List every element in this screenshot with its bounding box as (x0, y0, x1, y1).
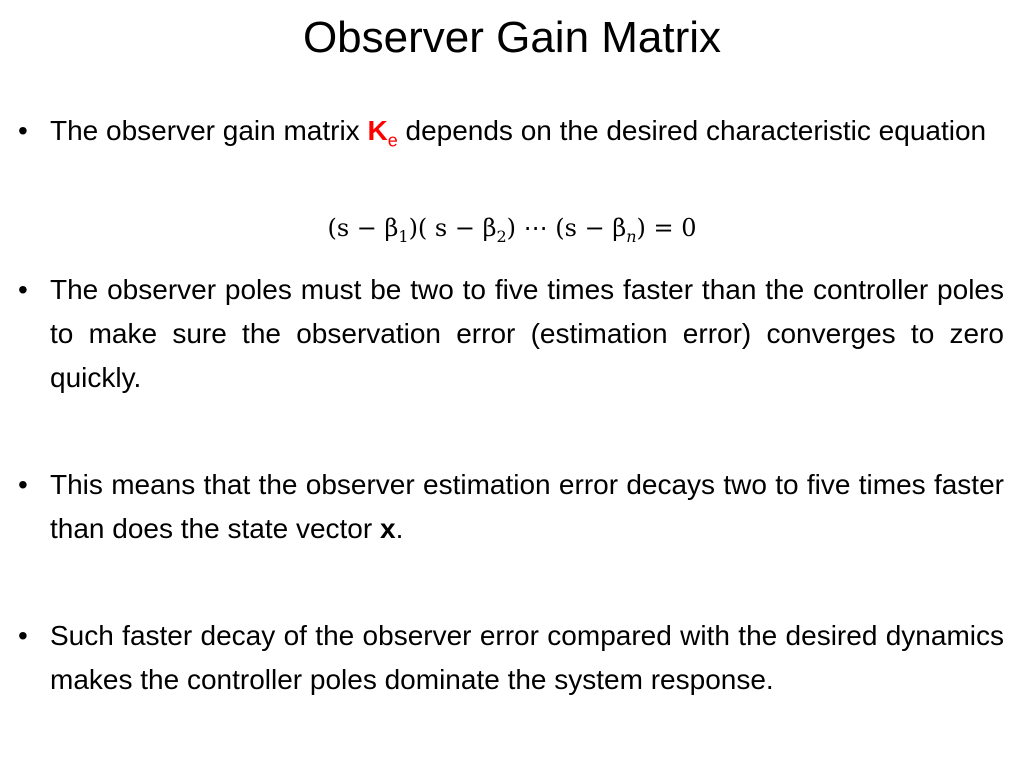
bullet-observer-poles (18, 268, 1004, 400)
bullet-text: The observer poles must be two to five times faster than the controller poles to make sure the observation error (estimation error) converges to zero quickly. (50, 274, 1004, 393)
equation-part: (s − β (327, 214, 399, 242)
bullet-dot: • (18, 274, 28, 305)
gain-matrix-symbol (367, 115, 398, 151)
bullet-text-prefix: The observer gain matrix (50, 115, 368, 146)
characteristic-equation (0, 208, 1024, 257)
gain-matrix-symbol-subscript: e (387, 130, 398, 151)
bullet-faster-decay (18, 614, 1004, 702)
bullet-error-decay (18, 463, 1004, 551)
bullet-dot: • (18, 620, 28, 651)
bullet-text: Such faster decay of the observer error compared with the desired dynamics makes the controller poles dominate the system response. (50, 620, 1004, 695)
bullet-text-suffix: depends on the desired characteristic equation (397, 115, 987, 146)
equation-subscript: 2 (496, 226, 507, 246)
state-vector-symbol: x (379, 513, 396, 544)
bullet-text (50, 109, 1004, 163)
bullet-dot: • (18, 469, 28, 500)
equation-part: )( s − β (408, 214, 497, 242)
gain-matrix-symbol-letter: K (367, 115, 388, 146)
bullet-dot: • (18, 115, 28, 146)
slide-title: Observer Gain Matrix (302, 13, 722, 62)
equation-part: ) = 0 (636, 214, 697, 242)
bullet-gain-matrix (18, 109, 1004, 163)
equation-subscript: n (626, 226, 637, 246)
equation-subscript: 1 (398, 226, 409, 246)
bullet-text (50, 463, 1004, 551)
bullet-text-suffix: . (395, 513, 404, 544)
equation-part: ) ⋯ (s − β (506, 214, 627, 242)
bullet-text-prefix: This means that the observer estimation error decays two to five times faster than does the state vector (50, 469, 1004, 544)
